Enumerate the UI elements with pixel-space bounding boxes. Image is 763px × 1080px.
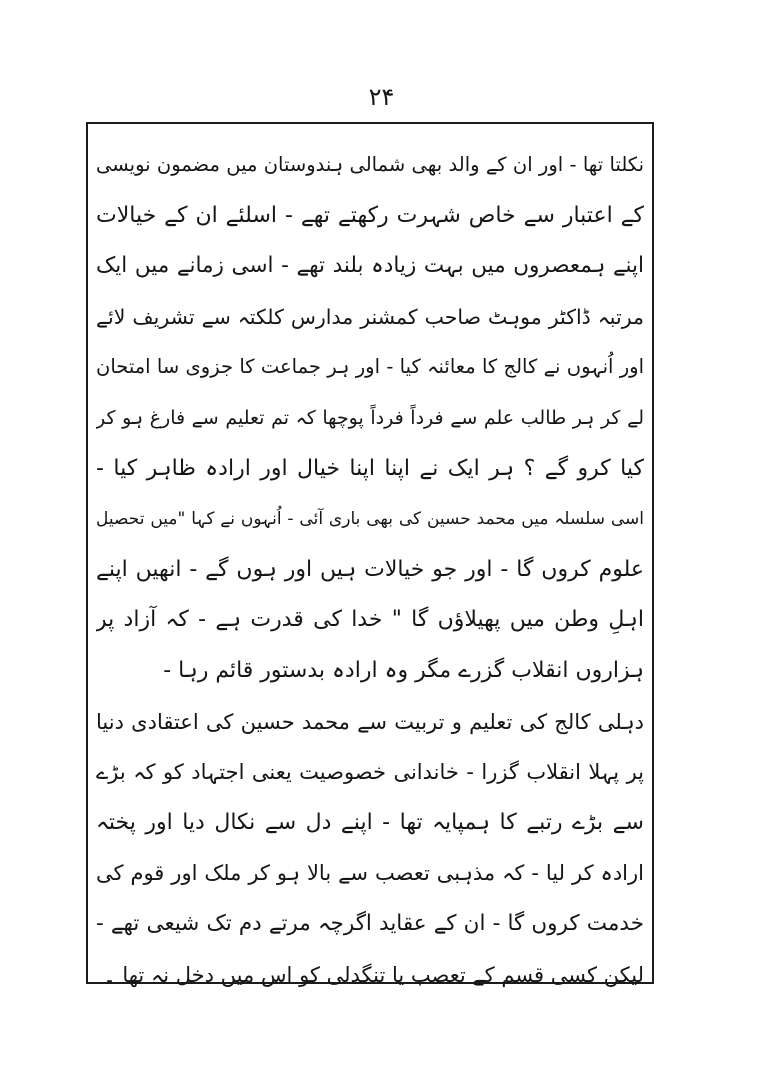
text-line-5: اور اُنہوں نے کالج کا معائنہ کیا - اور ہر جماعت کا جزوی سا امتحان (96, 355, 644, 379)
page-number: ۲۴ (368, 83, 395, 111)
text-line-13: پر پہلا انقلاب گزرا - خاندانی خصوصیت یعنی اجتہاد کو کہ بڑے (96, 760, 644, 785)
text-line-15: ارادہ کر لیا - کہ مذہبی تعصب سے بالا ہو کر ملک اور قوم کی (96, 861, 644, 886)
text-line-6: لے کر ہر طالب علم سے فرداً فرداً پوچھا کہ تم تعلیم سے فارغ ہو کر (96, 406, 644, 429)
text-line-11: ہزاروں انقلاب گزرے مگر وہ ارادہ بدستور قائم رہا - (163, 657, 644, 683)
text-line-7: کیا کرو گے ؟ ہر ایک نے اپنا اپنا خیال اور ارادہ ظاہر کیا - (96, 455, 644, 481)
text-line-2: کے اعتبار سے خاص شہرت رکھتے تھے - اسلئے ان کے خیالات (96, 202, 644, 228)
text-line-1: نکلتا تھا - اور ان کے والد بھی شمالی ہندوستان میں مضمون نویسی (96, 153, 644, 176)
text-line-16: خدمت کروں گا - ان کے عقاید اگرچہ مرتے دم تک شیعی تھے - (96, 910, 644, 936)
text-line-4: مرتبہ ڈاکٹر موہٹ صاحب کمشنر مدارس کلکتہ سے تشریف لائے (96, 304, 644, 329)
text-line-3: اپنے ہمعصروں میں بہت زیادہ بلند تھے - اسی زمانے میں ایک (96, 253, 644, 279)
text-line-8: اسی سلسلہ میں محمد حسین کی بھی باری آئی - اُنہوں نے کہا "میں تحصیل (96, 509, 644, 530)
text-body (96, 140, 644, 1000)
text-line-9: علوم کروں گا - اور جو خیالات ہیں اور ہوں گے - انھیں اپنے (96, 556, 644, 582)
text-line-17: لیکن کسی قسم کے تعصب یا تنگدلی کو اس میں دخل نہ تھا ۔ (103, 962, 644, 987)
text-line-12: دہلی کالج کی تعلیم و تربیت سے محمد حسین کی اعتقادی دنیا (96, 709, 644, 734)
text-line-10: اہلِ وطن میں پھیلاؤں گا " خدا کی قدرت ہے - کہ آزاد پر (96, 607, 644, 633)
text-line-14: سے بڑے رتبے کا ہمپایہ تھا - اپنے دل سے نکال دیا اور پختہ (96, 809, 644, 835)
